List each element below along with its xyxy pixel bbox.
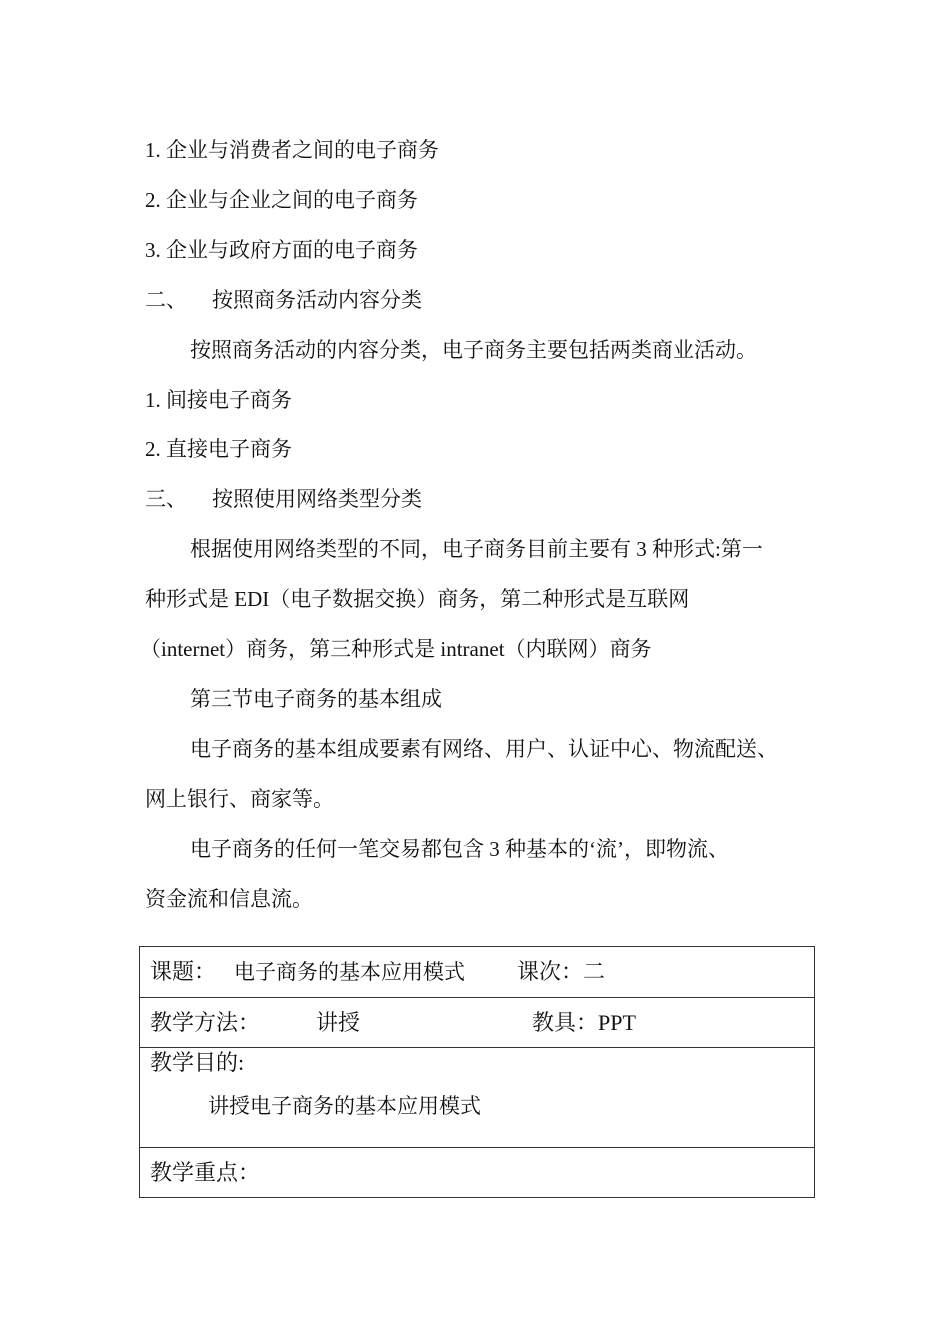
method-label: 教学方法： (150, 1010, 261, 1035)
purpose-value: 讲授电子商务的基本应用模式 (208, 1094, 481, 1118)
topic-label: 课题： (150, 959, 217, 984)
table-cell (140, 1048, 815, 1148)
tools-label: 教具： (532, 1010, 599, 1035)
paragraph-line: 根据使用网络类型的不同，电子商务目前主要有 3 种形式:第一 (190, 537, 763, 561)
section-heading-3 (145, 484, 422, 514)
list-item: 3. 企业与政府方面的电子商务 (145, 238, 418, 262)
lesson-info-table (139, 946, 815, 1198)
paragraph-line: 资金流和信息流。 (145, 887, 313, 911)
table-row (140, 947, 815, 998)
section-title: 第三节电子商务的基本组成 (190, 687, 442, 711)
paragraph-line: 电子商务的基本组成要素有网络、用户、认证中心、物流配送、 (190, 737, 778, 761)
table-cell (140, 1148, 815, 1198)
list-item: 1. 企业与消费者之间的电子商务 (145, 138, 439, 162)
paragraph-line: 电子商务的任何一笔交易都包含 3 种基本的‘流’，即物流、 (190, 837, 729, 861)
list-item: 2. 企业与企业之间的电子商务 (145, 188, 418, 212)
list-item: 1. 间接电子商务 (145, 388, 292, 412)
heading-text: 按照使用网络类型分类 (212, 487, 422, 511)
purpose-label: 教学目的: (150, 1050, 245, 1075)
session-value: 二 (583, 959, 606, 984)
heading-number: 三、 (145, 487, 187, 511)
table-row (140, 1048, 815, 1148)
session-label: 课次： (517, 959, 584, 984)
heading-text: 按照商务活动内容分类 (212, 288, 422, 312)
paragraph: 按照商务活动的内容分类，电子商务主要包括两类商业活动。 (190, 338, 757, 362)
tools-value: PPT (598, 1010, 636, 1035)
paragraph-line: 种形式是 EDI（电子数据交换）商务，第二种形式是互联网 (145, 587, 690, 611)
paragraph-line: 网上银行、商家等。 (145, 787, 334, 811)
section-heading-2 (145, 285, 422, 315)
table-row (140, 998, 815, 1048)
table-row (140, 1148, 815, 1198)
paragraph-line: （internet）商务，第三种形式是 intranet（内联网）商务 (140, 637, 652, 661)
table-cell (140, 947, 815, 998)
table-cell (140, 998, 815, 1048)
method-value: 讲授 (316, 1010, 361, 1035)
focus-label: 教学重点： (150, 1160, 261, 1185)
list-item: 2. 直接电子商务 (145, 437, 292, 461)
topic-value: 电子商务的基本应用模式 (234, 960, 466, 984)
heading-number: 二、 (145, 288, 187, 312)
